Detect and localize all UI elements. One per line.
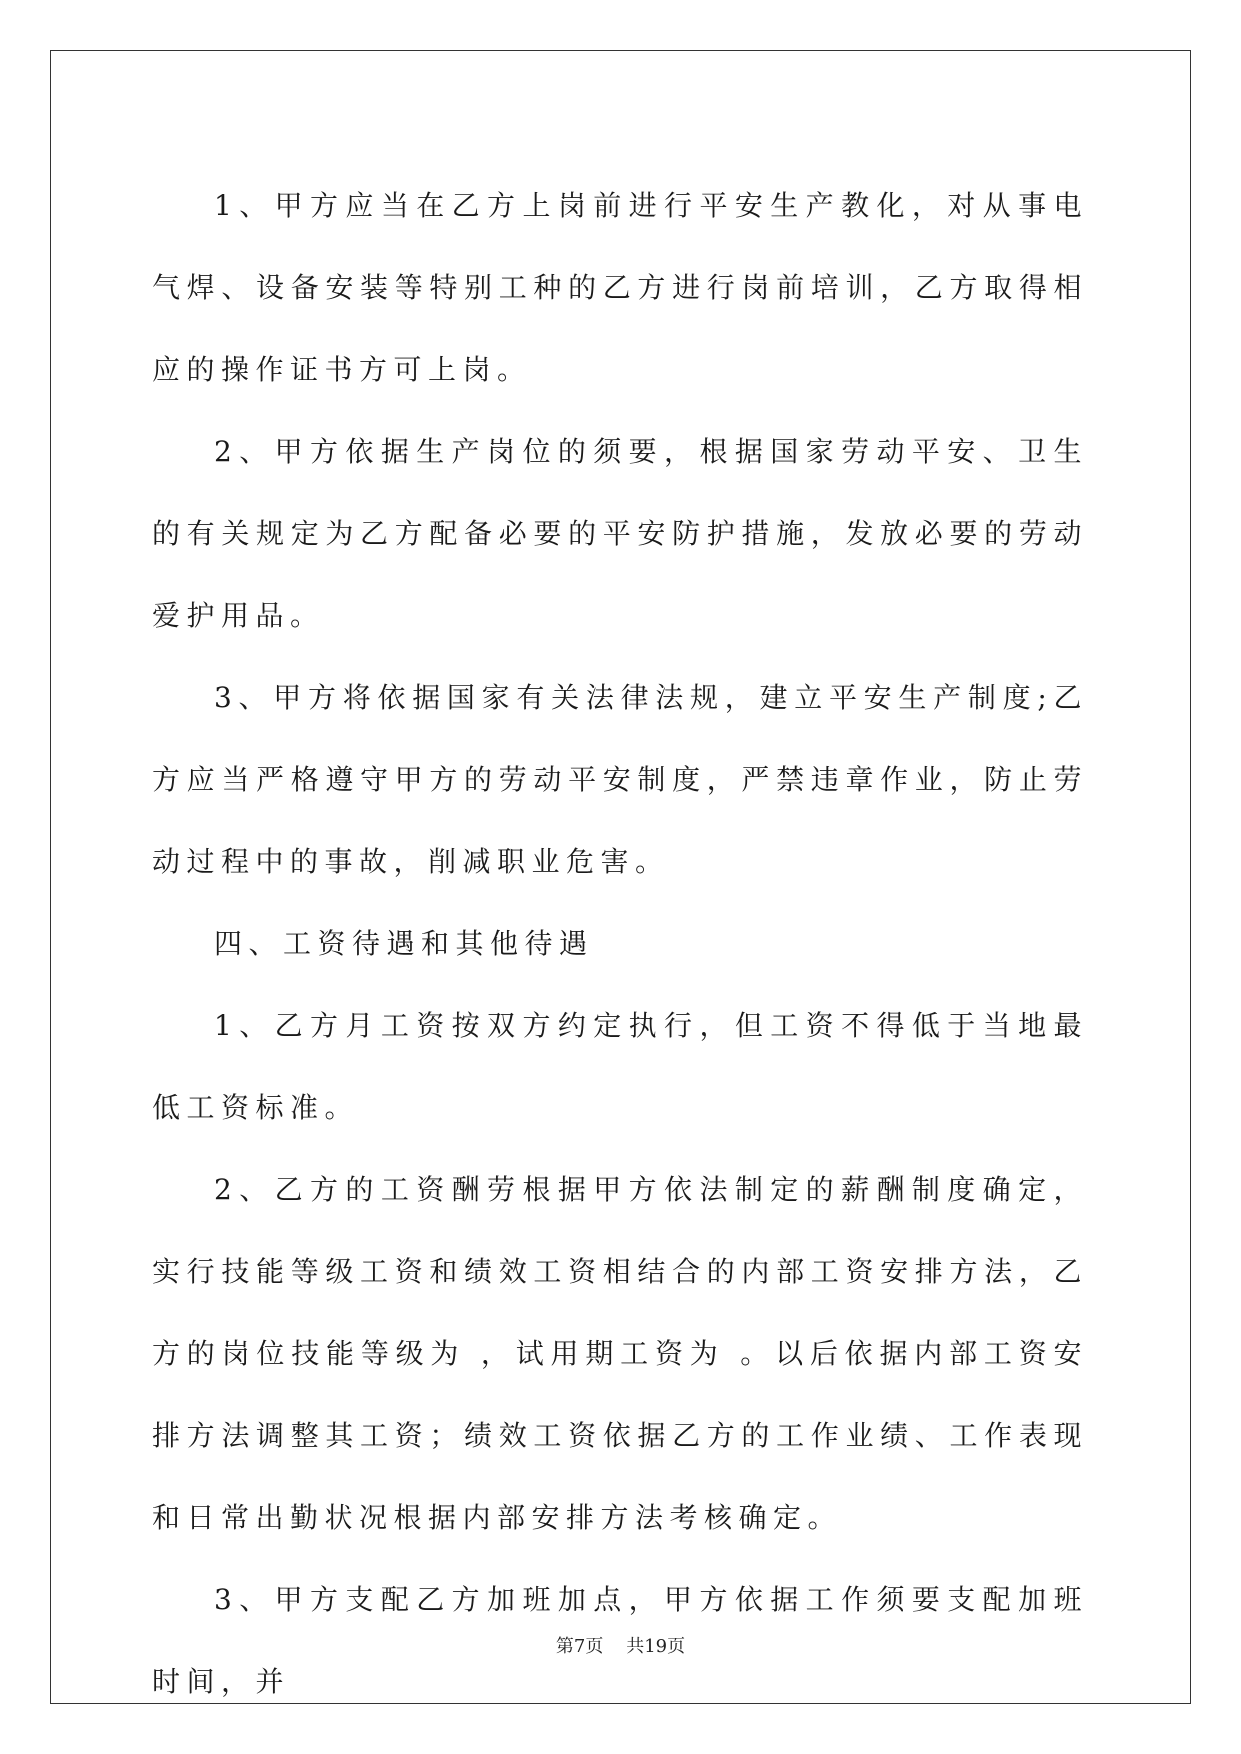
paragraph-4: 1、乙方月工资按双方约定执行，但工资不得低于当地最低工资标准。: [152, 1009, 1088, 1124]
paragraph-5: 2、乙方的工资酬劳根据甲方依法制定的薪酬制度确定，实行技能等级工资和绩效工资相结合的内部工资安排方法，乙方的岗位技能等级为 ，试用期工资为 。以后依据内部工资安排方法调整其工资；绩效工资依据乙方的工作业绩、工作表现和日常出勤状况根据内部安排方法考核确定。: [152, 1173, 1088, 1534]
paragraph-1: 1、甲方应当在乙方上岗前进行平安生产教化，对从事电气焊、设备安装等特别工种的乙方进行岗前培训，乙方取得相应的操作证书方可上岗。: [152, 189, 1088, 386]
paragraph-6: 3、甲方支配乙方加班加点，甲方依据工作须要支配加班时间，并: [152, 1583, 1088, 1698]
paragraph-3: 3、甲方将依据国家有关法律法规，建立平安生产制度;乙方应当严格遵守甲方的劳动平安制度，严禁违章作业，防止劳动过程中的事故，削减职业危害。: [152, 681, 1088, 878]
paragraph-2: 2、甲方依据生产岗位的须要，根据国家劳动平安、卫生的有关规定为乙方配备必要的平安防护措施，发放必要的劳动爱护用品。: [152, 435, 1088, 632]
page-number-footer: 第7页 共19页: [555, 1636, 686, 1657]
document-body: [152, 165, 1088, 1723]
section-heading: 四、工资待遇和其他待遇: [214, 927, 594, 960]
